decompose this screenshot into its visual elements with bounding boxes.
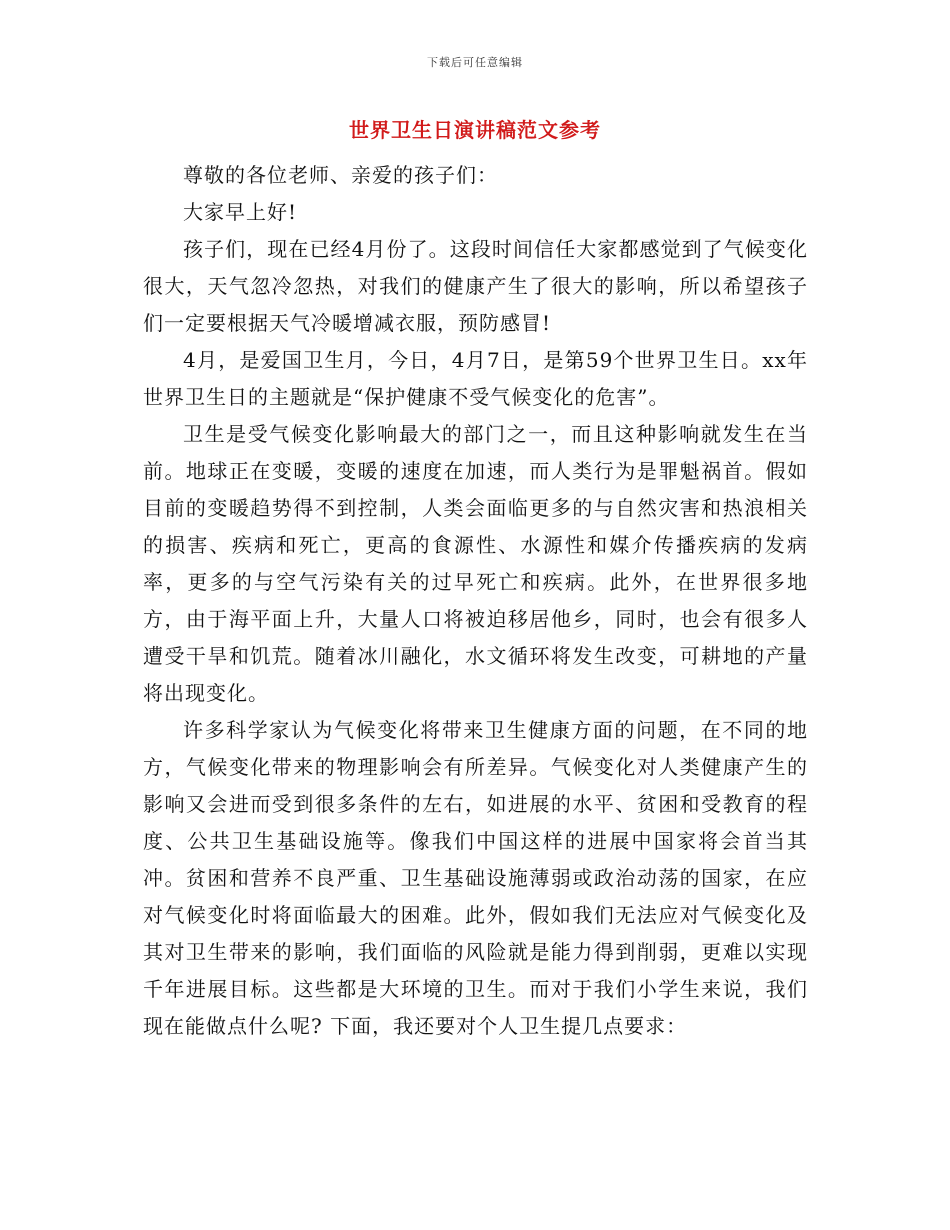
paragraph-greeting: 大家早上好!: [183, 200, 298, 224]
paragraph: 4月，是爱国卫生月，今日，4月7日，是第59个世界卫生日。xx年世界卫生日的主题就是“保护健康不受气候变化的危害”。: [143, 348, 808, 409]
paragraph: 卫生是受气候变化影响最大的部门之一，而且这种影响就发生在当前。地球正在变暖，变暖的速度在加速，而人类行为是罪魁祸首。假如目前的变暖趋势得不到控制，人类会面临更多的与自然灾害和热浪相关的损害、疾病和死亡，更高的食源性、水源性和媒介传播疾病的发病率，更多的与空气污染有关的过早死亡和疾病。此外，在世界很多地方，由于海平面上升，大量人口将被迫移居他乡，同时，也会有很多人遭受干旱和饥荒。随着冰川融化，水文循环将发生改变，可耕地的产量将出现变化。: [143, 422, 808, 705]
paragraph-salutation: 尊敬的各位老师、亲爱的孩子们：: [183, 163, 498, 187]
paragraph: 许多科学家认为气候变化将带来卫生健康方面的问题，在不同的地方，气候变化带来的物理影响会有所差异。气候变化对人类健康产生的影响又会进而受到很多条件的左右，如进展的水平、贫困和受教育的程度、公共卫生基础设施等。像我们中国这样的进展中国家将会首当其冲。贫困和营养不良严重、卫生基础设施薄弱或政治动荡的国家，在应对气候变化时将面临最大的困难。此外，假如我们无法应对气候变化及其对卫生带来的影响，我们面临的风险就是能力得到削弱，更难以实现千年进展目标。这些都是大环境的卫生。而对于我们小学生来说，我们现在能做点什么呢? 下面，我还要对个人卫生提几点要求：: [143, 718, 808, 1038]
paragraph: 孩子们，现在已经4月份了。这段时间信任大家都感觉到了气候变化很大，天气忽冷忽热，对我们的健康产生了很大的影响，所以希望孩子们一定要根据天气冷暖增减衣服，预防感冒!: [143, 237, 808, 335]
document-title: 世界卫生日演讲稿范文参考: [349, 118, 601, 142]
header-note: 下载后可任意编辑: [427, 56, 523, 69]
document-body: [143, 157, 808, 1045]
